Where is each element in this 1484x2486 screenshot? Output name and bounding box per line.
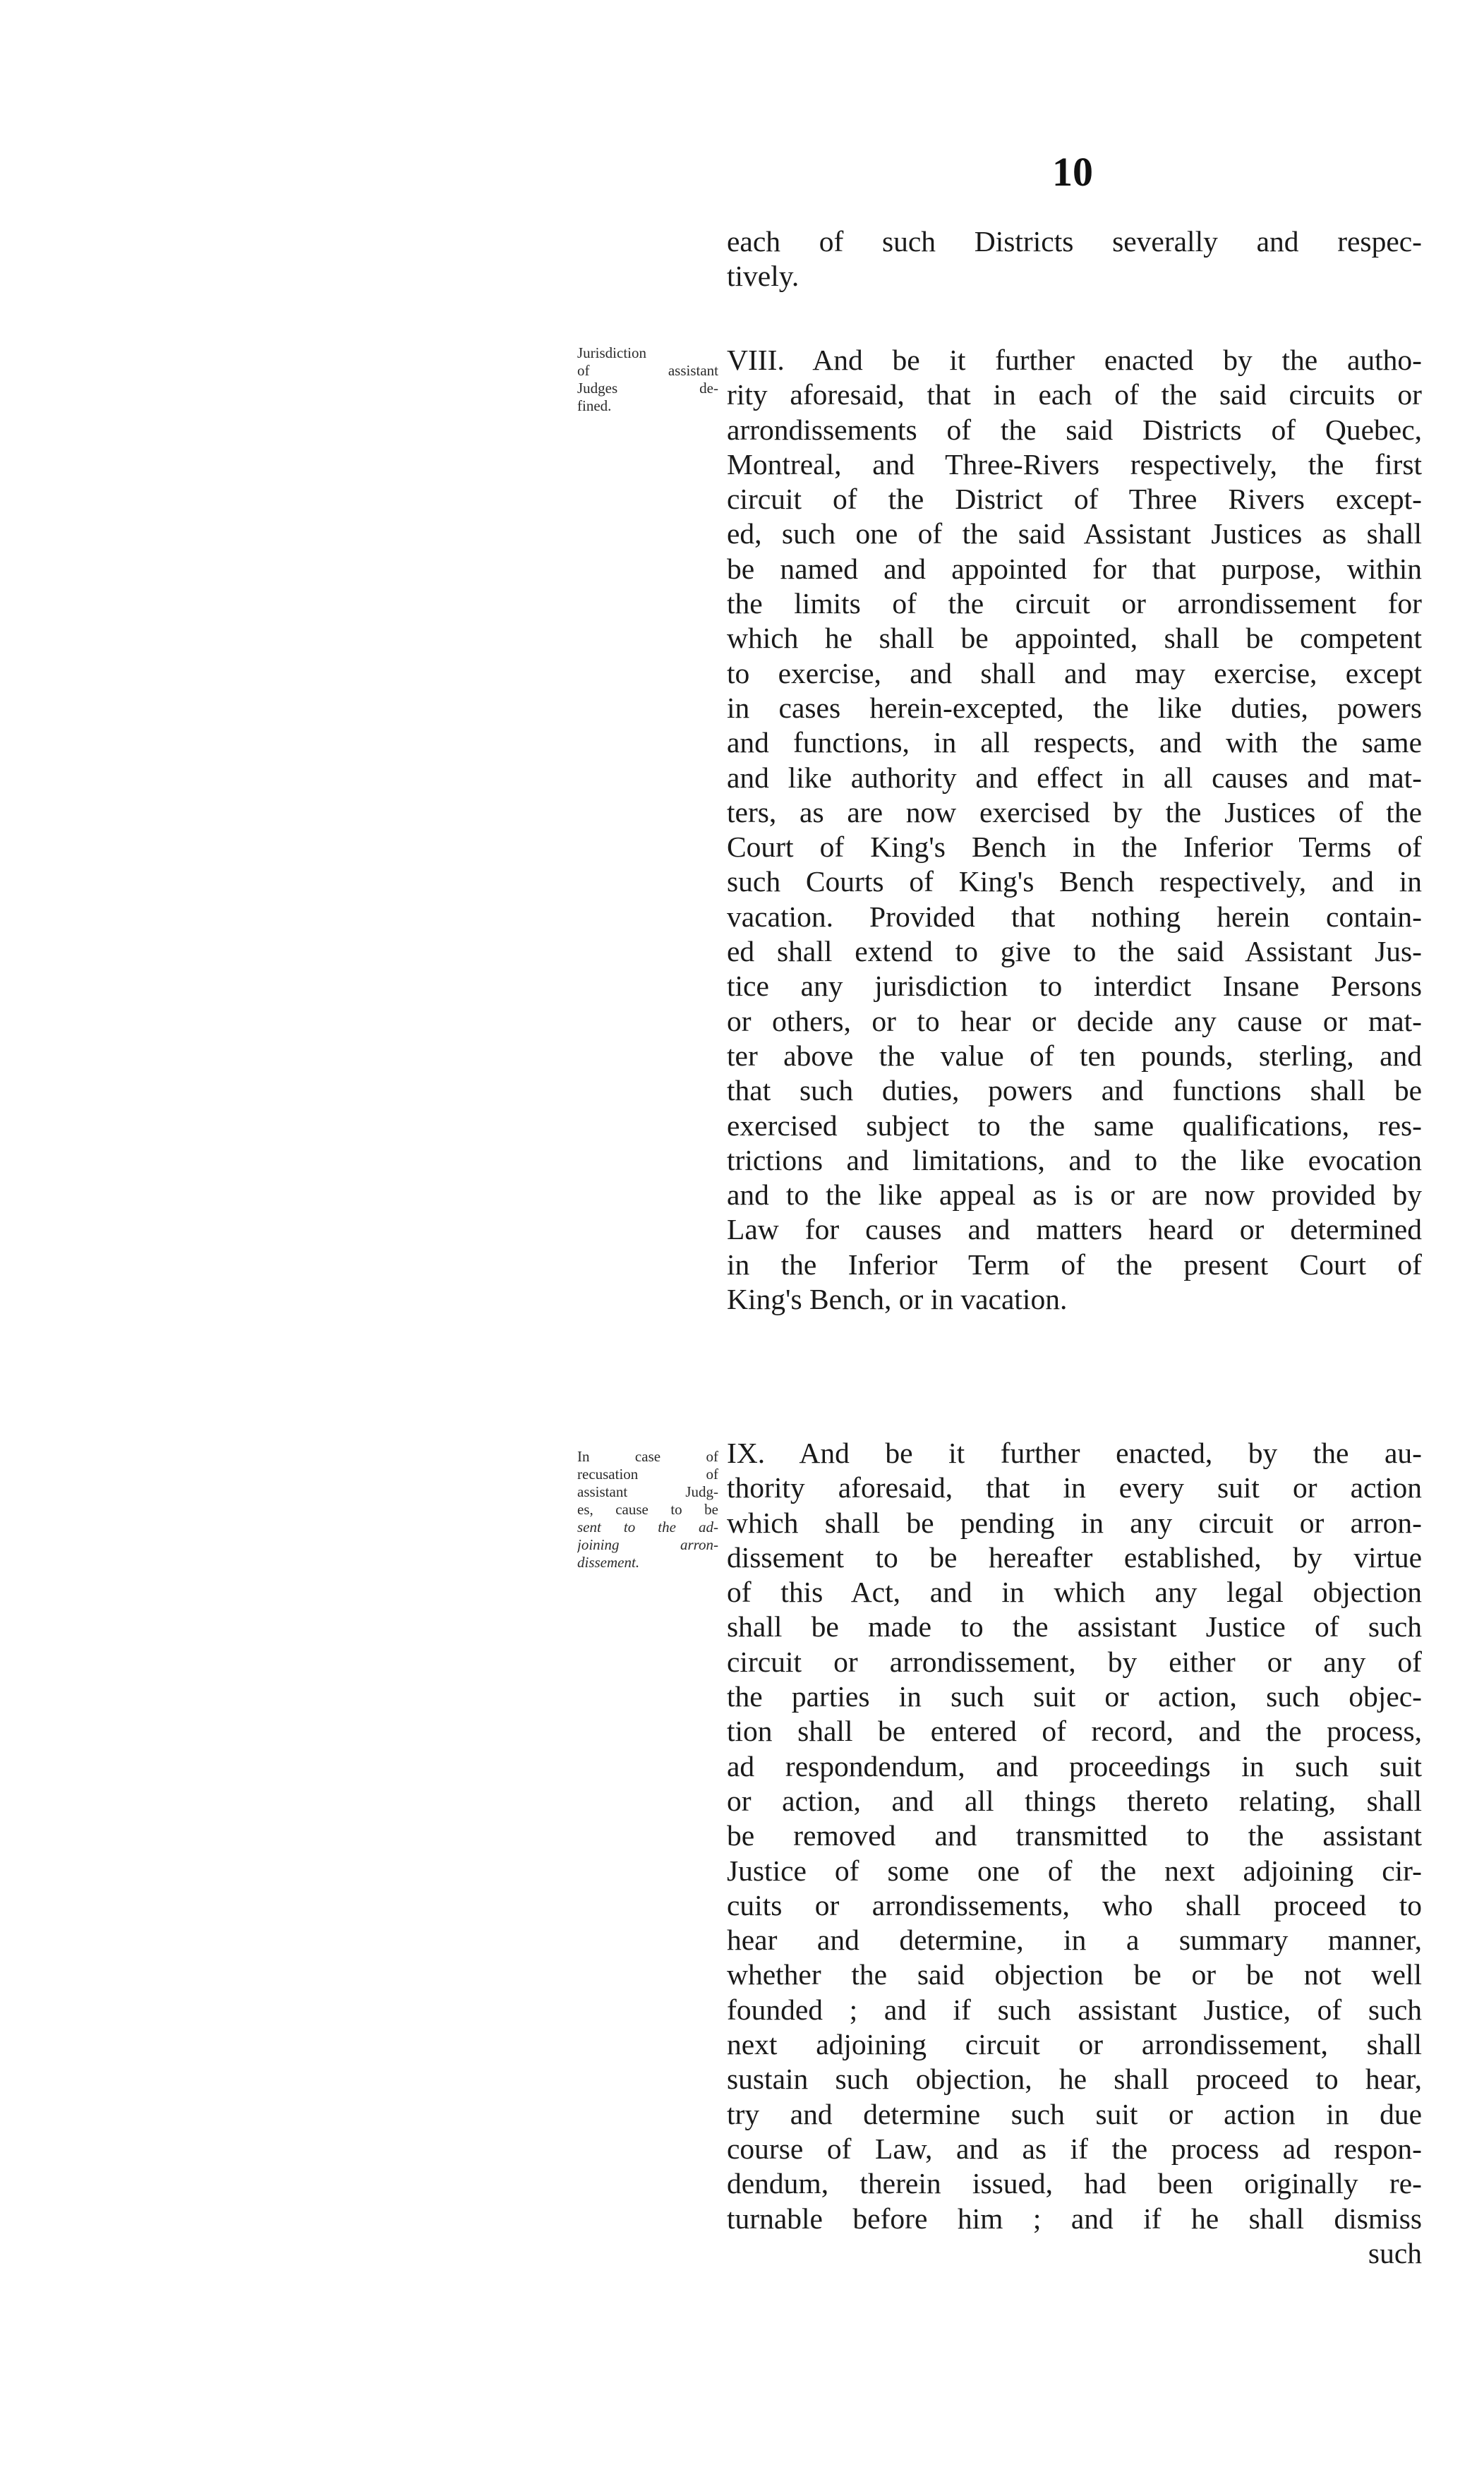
margin-note-line: recusation of [577,1466,718,1483]
text-line: that such duties, powers and functions shall be [727,1074,1422,1107]
text-line: dissement to be hereafter established, by virtue [727,1540,1422,1574]
text-line: whether the said objection be or be not well [727,1958,1422,1991]
text-line: in the Inferior Term of the present Court of [727,1248,1422,1281]
text-line: cuits or arrondissements, who shall proceed to [727,1888,1422,1921]
text-line: or others, or to hear or decide any cause or mat- [727,1004,1422,1037]
catchword: such [1368,2236,1422,2269]
text-line: or action, and all things thereto relating, shall [727,1784,1422,1817]
text-line: rity aforesaid, that in each of the said circuits or [727,378,1422,411]
text-line: ter above the value of ten pounds, sterling, and [727,1039,1422,1072]
text-line: try and determine such suit or action in due [727,2097,1422,2130]
text-line: sustain such objection, he shall proceed to hear, [727,2063,1422,2096]
text-line: circuit or arrondissement, by either or any of [727,1645,1422,1678]
text-line: and like authority and effect in all causes and mat- [727,761,1422,794]
margin-note-line: es, cause to be [577,1501,718,1518]
text-line: to exercise, and shall and may exercise, except [727,656,1422,689]
text-line: turnable before him ; and if he shall dismiss [727,2202,1422,2235]
margin-note-line: joining arron- [577,1536,718,1553]
text-line: tice any jurisdiction to interdict Insane Persons [727,970,1422,1003]
margin-note-line: fined. [577,397,612,414]
text-line: ed, such one of the said Assistant Justices as shall [727,517,1422,550]
text-line: Law for causes and matters heard or determined [727,1213,1422,1246]
text-line: of this Act, and in which any legal objection [727,1576,1422,1609]
margin-note-line: dissement. [577,1554,640,1571]
margin-note-section-ix [577,1448,718,1571]
margin-note-line: sent to the ad- [577,1519,718,1535]
text-line: hear and determine, in a summary manner, [727,1924,1422,1957]
text-line: Court of King's Bench in the Inferior Terms of [727,831,1422,864]
text-line: exercised subject to the same qualifications, res- [727,1109,1422,1142]
margin-note-line: Judges de- [577,380,718,397]
text-line: tion shall be entered of record, and the process, [727,1715,1422,1748]
text-line: in cases herein-excepted, the like duties, powers [727,691,1422,724]
text-line: and to the like appeal as is or are now provided by [727,1178,1422,1212]
text-line: founded ; and if such assistant Justice, of such [727,1993,1422,2026]
section-ix-paragraph [727,1436,1422,2271]
intro-paragraph [727,224,1422,294]
text-line: the parties in such suit or action, such objec- [727,1680,1422,1713]
text-line: be named and appointed for that purpose, within [727,552,1422,585]
text-line: which he shall be appointed, shall be competent [727,622,1422,655]
text-line: the limits of the circuit or arrondissement for [727,587,1422,620]
margin-note-line: of assistant [577,362,718,379]
text-line: tively. [727,260,800,293]
text-line: such Courts of King's Bench respectively, and in [727,865,1422,898]
text-line: thority aforesaid, that in every suit or action [727,1471,1422,1504]
text-line: be removed and transmitted to the assistant [727,1819,1422,1852]
margin-note-line: assistant Judg- [577,1483,718,1500]
text-line: shall be made to the assistant Justice of such [727,1610,1422,1643]
section-viii-paragraph [727,343,1422,1317]
text-line: which shall be pending in any circuit or arron- [727,1506,1422,1539]
margin-note-section-viii [577,344,718,415]
text-line: vacation. Provided that nothing herein contain- [727,900,1422,933]
page-number: 10 [1052,149,1093,195]
margin-note-line: In case of [577,1448,718,1465]
text-line: trictions and limitations, and to the like evocation [727,1143,1422,1176]
text-line: dendum, therein issued, had been originally re- [727,2167,1422,2200]
text-line: ters, as are now exercised by the Justices of the [727,795,1422,828]
text-line: ad respondendum, and proceedings in such suit [727,1749,1422,1782]
text-line: ed shall extend to give to the said Assistant Jus- [727,935,1422,968]
text-line: circuit of the District of Three Rivers except- [727,483,1422,516]
text-line: course of Law, and as if the process ad respon- [727,2132,1422,2165]
text-line: IX. And be it further enacted, by the au- [727,1437,1422,1469]
text-line: Justice of some one of the next adjoining cir- [727,1854,1422,1887]
text-line: Montreal, and Three-Rivers respectively, the first [727,447,1422,481]
text-line: each of such Districts severally and respec- [727,225,1422,258]
text-line: next adjoining circuit or arrondissement, shall [727,2028,1422,2061]
margin-note-line: Jurisdiction [577,344,646,361]
text-line: arrondissements of the said Districts of Quebec, [727,413,1422,446]
text-line: VIII. And be it further enacted by the autho- [727,344,1422,376]
text-line: King's Bench, or in vacation. [727,1283,1068,1316]
text-line: and functions, in all respects, and with the same [727,726,1422,759]
